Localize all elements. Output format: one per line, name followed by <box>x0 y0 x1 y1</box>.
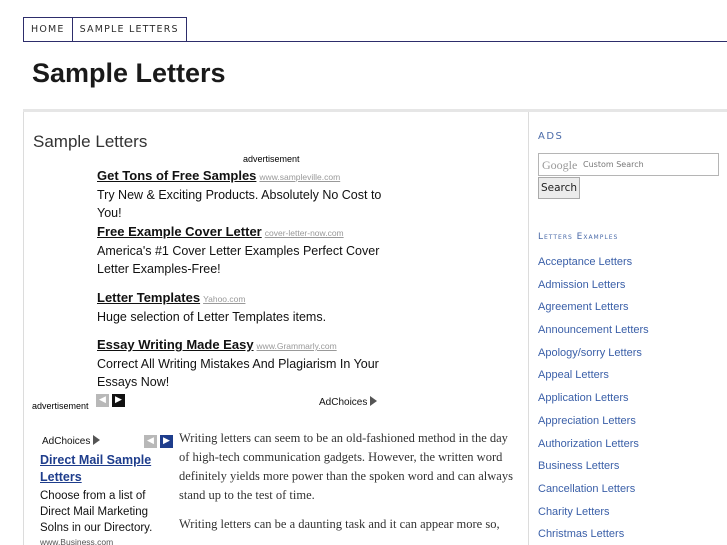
nav-tab-home[interactable]: HOME <box>23 17 73 42</box>
site-title[interactable]: Sample Letters <box>32 58 226 88</box>
advertisement-label: advertisement <box>32 401 89 411</box>
sidebar-link[interactable]: Authorization Letters <box>538 437 639 450</box>
sidebar-link[interactable]: Appeal Letters <box>538 369 609 382</box>
ad-url[interactable]: www.Grammarly.com <box>256 341 337 351</box>
search-button[interactable]: Search <box>538 177 580 199</box>
adchoices-icon <box>370 396 377 406</box>
ad-prev-arrow-icon[interactable]: ◀ <box>144 435 157 448</box>
adchoices-label: AdChoices <box>319 397 368 408</box>
sidebar-link[interactable]: Business Letters <box>538 460 620 473</box>
advertisement-label: advertisement <box>243 154 300 164</box>
ad-unit <box>97 223 387 278</box>
ad-url[interactable]: cover-letter-now.com <box>264 228 344 238</box>
adchoices-icon <box>93 435 100 445</box>
ad-unit <box>97 336 387 391</box>
main-content <box>23 112 529 545</box>
sidebar-link[interactable]: Charity Letters <box>538 505 610 518</box>
small-ad-unit <box>40 452 162 545</box>
ad-unit <box>97 167 387 222</box>
letters-examples-heading: Letters Examples <box>538 232 619 242</box>
search-placeholder: Custom Search <box>583 160 644 169</box>
sidebar-link[interactable]: Apology/sorry Letters <box>538 346 642 359</box>
ad-description: Correct All Writing Mistakes And Plagiarism In Your Essays Now! <box>97 357 379 389</box>
google-logo: Google <box>542 158 578 172</box>
article-paragraph: Writing letters can seem to be an old-fashioned method in the day of high-tech communication gadgets. However, the written word definitely yields more power than the spoken word and can always stand up to the test of time. <box>179 431 513 502</box>
article-paragraph: Writing letters can be a daunting task and it can appear more so, <box>179 517 500 531</box>
small-ad-title[interactable]: Direct Mail Sample Letters <box>40 453 152 484</box>
ad-description: Try New & Exciting Products. Absolutely No Cost to You! <box>97 188 382 220</box>
ad-title[interactable]: Free Example Cover Letter <box>97 224 262 239</box>
sidebar-link[interactable]: Christmas Letters <box>538 528 625 541</box>
small-ad-description: Choose from a list of Direct Mail Marketing Solns in our Directory. <box>40 490 153 534</box>
sidebar <box>538 112 727 545</box>
top-nav <box>23 17 187 42</box>
sidebar-link[interactable]: Admission Letters <box>538 278 626 291</box>
small-ad-url[interactable]: www.Business.com <box>40 537 114 545</box>
ad-title[interactable]: Get Tons of Free Samples <box>97 168 257 183</box>
search-input[interactable] <box>538 153 719 176</box>
sidebar-link[interactable]: Announcement Letters <box>538 324 649 337</box>
sidebar-link[interactable]: Acceptance Letters <box>538 256 633 268</box>
page-title: Sample Letters <box>33 132 148 151</box>
adchoices-link[interactable] <box>42 435 100 447</box>
ad-description: America's #1 Cover Letter Examples Perfect Cover Letter Examples-Free! <box>97 244 380 276</box>
sidebar-link[interactable]: Cancellation Letters <box>538 482 636 495</box>
ad-prev-arrow-icon[interactable]: ◀ <box>96 394 109 407</box>
ad-next-arrow-icon[interactable]: ▶ <box>112 394 125 407</box>
ad-description: Huge selection of Letter Templates items. <box>97 310 327 324</box>
sidebar-link[interactable]: Appreciation Letters <box>538 414 636 427</box>
ad-url[interactable]: Yahoo.com <box>203 294 246 304</box>
letters-list <box>538 251 649 545</box>
ads-heading: ADS <box>538 131 564 142</box>
ad-title[interactable]: Essay Writing Made Easy <box>97 337 254 352</box>
ad-title[interactable]: Letter Templates <box>97 290 201 305</box>
ad-unit <box>97 289 387 326</box>
nav-tab-sample-letters[interactable]: SAMPLE LETTERS <box>73 17 187 42</box>
sidebar-link[interactable]: Application Letters <box>538 392 629 405</box>
nav-divider <box>23 41 727 42</box>
adchoices-link[interactable] <box>319 396 377 408</box>
sidebar-link[interactable]: Agreement Letters <box>538 301 629 314</box>
ad-next-arrow-icon[interactable]: ▶ <box>160 435 173 448</box>
adchoices-label: AdChoices <box>42 436 91 447</box>
ad-url[interactable]: www.sampleville.com <box>259 172 341 182</box>
article-body <box>179 429 517 544</box>
